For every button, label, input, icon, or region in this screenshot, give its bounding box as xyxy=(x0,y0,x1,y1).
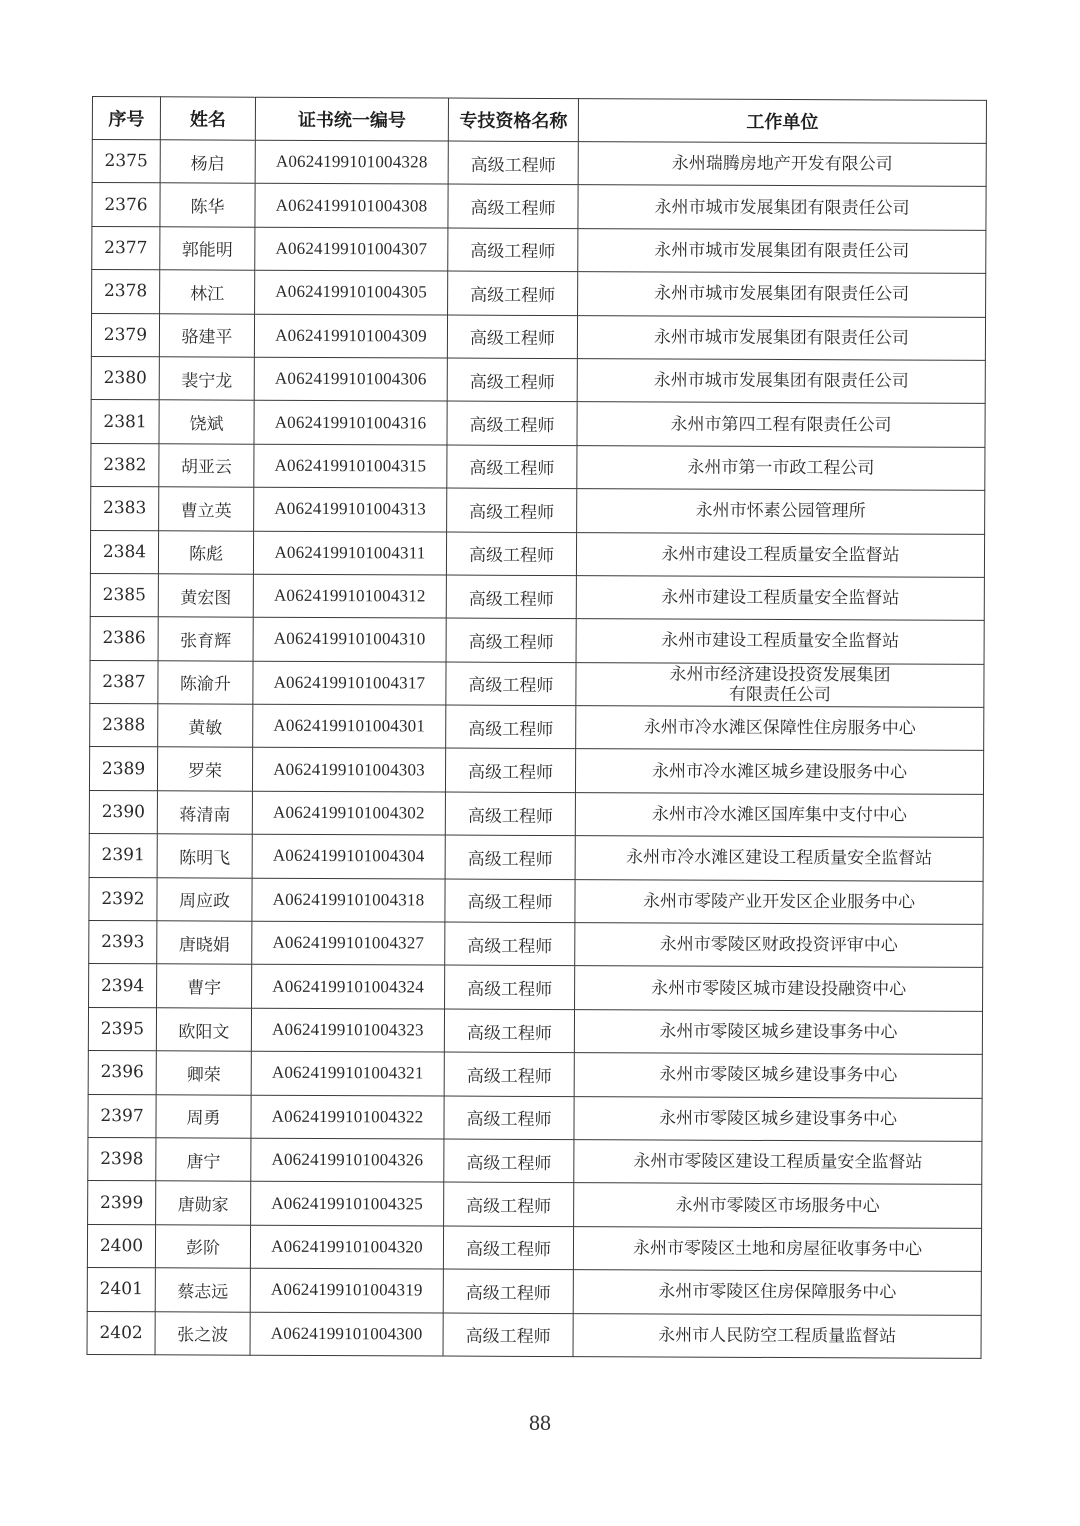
table-row xyxy=(87,1311,981,1358)
cell-name: 张育辉 xyxy=(158,617,253,661)
cell-certificate-id: A0624199101004324 xyxy=(252,965,445,1009)
cell-certificate-id: A0624199101004327 xyxy=(252,921,445,965)
cell-certificate-id: A0624199101004325 xyxy=(251,1182,444,1226)
cell-certificate-id: A0624199101004309 xyxy=(254,314,447,358)
table-row xyxy=(89,921,983,968)
cell-work-unit: 永州市建设工程质量安全监督站 xyxy=(576,532,984,577)
cell-work-unit: 永州市第四工程有限责任公司 xyxy=(577,402,985,447)
table-row xyxy=(90,704,984,751)
cell-serial-number: 2390 xyxy=(89,790,157,834)
table-row xyxy=(89,790,983,837)
cell-certificate-id: A0624199101004302 xyxy=(252,791,445,835)
cell-serial-number: 2381 xyxy=(91,400,159,444)
table-row xyxy=(91,356,985,403)
cell-qualification: 高级工程师 xyxy=(446,618,576,662)
cell-qualification: 高级工程师 xyxy=(446,662,576,706)
cell-qualification: 高级工程师 xyxy=(448,141,578,185)
cell-certificate-id: A0624199101004303 xyxy=(252,748,445,792)
cell-name: 黄宏图 xyxy=(158,574,253,618)
table-header-row xyxy=(92,97,986,144)
cell-qualification: 高级工程师 xyxy=(447,401,577,445)
cell-work-unit: 永州市第一市政工程公司 xyxy=(577,445,985,490)
table-body xyxy=(87,140,986,1359)
cell-certificate-id: A0624199101004320 xyxy=(250,1225,443,1269)
table-row xyxy=(89,747,983,794)
table-row xyxy=(88,1007,982,1054)
table-row xyxy=(88,1137,982,1184)
cell-qualification: 高级工程师 xyxy=(447,488,577,532)
cell-name: 曹立英 xyxy=(159,487,254,531)
table-row xyxy=(90,530,984,577)
cell-name: 罗荣 xyxy=(157,747,252,791)
cell-work-unit: 永州市人民防空工程质量监督站 xyxy=(573,1313,981,1358)
cell-serial-number: 2385 xyxy=(90,573,158,617)
cell-serial-number: 2388 xyxy=(90,704,158,748)
page-number: 88 xyxy=(529,1410,551,1435)
cell-qualification: 高级工程师 xyxy=(444,1139,574,1183)
table-row xyxy=(89,964,983,1011)
cell-serial-number: 2376 xyxy=(92,183,160,227)
cell-name: 欧阳文 xyxy=(156,1008,251,1052)
table-row xyxy=(91,400,985,447)
cell-name: 彭阶 xyxy=(155,1225,250,1269)
cell-name: 黄敏 xyxy=(158,704,253,748)
cell-work-unit: 永州市零陵区城乡建设事务中心 xyxy=(574,1053,982,1098)
cell-qualification: 高级工程师 xyxy=(447,358,577,402)
cell-serial-number: 2397 xyxy=(88,1094,156,1138)
cell-name: 蔡志远 xyxy=(155,1268,250,1312)
cell-name: 陈彪 xyxy=(158,530,253,574)
cell-name: 陈华 xyxy=(160,183,255,227)
cell-work-unit: 永州市城市发展集团有限责任公司 xyxy=(578,185,986,230)
cell-qualification: 高级工程师 xyxy=(448,271,578,315)
cell-serial-number: 2395 xyxy=(88,1007,156,1051)
cell-work-unit: 永州市零陵区城市建设投融资中心 xyxy=(575,966,983,1011)
cell-work-unit: 永州市怀素公园管理所 xyxy=(577,489,985,534)
cell-work-unit: 永州市零陵区城乡建设事务中心 xyxy=(574,1009,982,1054)
cell-serial-number: 2392 xyxy=(89,877,157,921)
cell-qualification: 高级工程师 xyxy=(443,1269,573,1313)
cell-serial-number: 2402 xyxy=(87,1311,155,1355)
cell-qualification: 高级工程师 xyxy=(445,922,575,966)
cell-certificate-id: A0624199101004315 xyxy=(254,444,447,488)
cell-serial-number: 2393 xyxy=(89,921,157,965)
table-row xyxy=(92,140,986,187)
cell-serial-number: 2400 xyxy=(87,1224,155,1268)
cell-work-unit: 永州市城市发展集团有限责任公司 xyxy=(578,272,986,317)
cell-qualification: 高级工程师 xyxy=(443,1226,573,1270)
cell-work-unit: 永州市零陵区住房保障服务中心 xyxy=(573,1270,981,1315)
cell-qualification: 高级工程师 xyxy=(445,749,575,793)
cell-serial-number: 2401 xyxy=(87,1268,155,1312)
cell-name: 裴宁龙 xyxy=(159,357,254,401)
table-row xyxy=(90,660,984,707)
table-row xyxy=(87,1224,981,1271)
cell-serial-number: 2399 xyxy=(88,1181,156,1225)
cell-name: 周勇 xyxy=(156,1094,251,1138)
cell-qualification: 高级工程师 xyxy=(448,228,578,272)
table-row xyxy=(88,1051,982,1098)
header-serial-number: 序号 xyxy=(92,97,160,140)
cell-serial-number: 2391 xyxy=(89,834,157,878)
header-work-unit: 工作单位 xyxy=(578,99,986,144)
cell-work-unit: 永州市城市发展集团有限责任公司 xyxy=(577,315,985,360)
cell-work-unit: 永州市建设工程质量安全监督站 xyxy=(576,576,984,621)
cell-certificate-id: A0624199101004301 xyxy=(253,704,446,748)
cell-name: 卿荣 xyxy=(156,1051,251,1095)
table-row xyxy=(89,877,983,924)
table-row xyxy=(92,270,986,317)
cell-certificate-id: A0624199101004300 xyxy=(250,1312,443,1356)
cell-name: 林江 xyxy=(160,270,255,314)
cell-name: 骆建平 xyxy=(159,313,254,357)
table-row xyxy=(91,487,985,534)
header-certificate-id: 证书统一编号 xyxy=(255,97,448,141)
cell-work-unit: 永州市零陵区土地和房屋征收事务中心 xyxy=(573,1226,981,1271)
cell-name: 唐勋家 xyxy=(156,1181,251,1225)
cell-certificate-id: A0624199101004306 xyxy=(254,357,447,401)
cell-work-unit: 永州市城市发展集团有限责任公司 xyxy=(578,228,986,273)
cell-name: 饶斌 xyxy=(159,400,254,444)
cell-name: 张之波 xyxy=(155,1311,250,1355)
cell-serial-number: 2380 xyxy=(91,356,159,400)
cell-certificate-id: A0624199101004313 xyxy=(254,487,447,531)
table-row xyxy=(89,834,983,881)
cell-qualification: 高级工程师 xyxy=(444,1009,574,1053)
cell-name: 唐宁 xyxy=(156,1138,251,1182)
cell-serial-number: 2384 xyxy=(90,530,158,574)
table-row xyxy=(88,1094,982,1141)
cell-qualification: 高级工程师 xyxy=(446,532,576,576)
cell-certificate-id: A0624199101004322 xyxy=(251,1095,444,1139)
table-row xyxy=(92,183,986,230)
cell-certificate-id: A0624199101004316 xyxy=(254,401,447,445)
cell-work-unit: 永州市城市发展集团有限责任公司 xyxy=(577,359,985,404)
cell-qualification: 高级工程师 xyxy=(445,879,575,923)
cell-serial-number: 2396 xyxy=(88,1051,156,1095)
cell-serial-number: 2378 xyxy=(92,270,160,314)
cell-work-unit: 永州市零陵区财政投资评审中心 xyxy=(575,923,983,968)
cell-name: 唐晓娟 xyxy=(157,921,252,965)
cell-name: 周应政 xyxy=(157,877,252,921)
cell-qualification: 高级工程师 xyxy=(448,184,578,228)
cell-serial-number: 2375 xyxy=(92,140,160,184)
cell-qualification: 高级工程师 xyxy=(444,1182,574,1226)
cell-certificate-id: A0624199101004310 xyxy=(253,618,446,662)
cell-work-unit: 永州市建设工程质量安全监督站 xyxy=(576,619,984,664)
cell-qualification: 高级工程师 xyxy=(446,575,576,619)
cell-certificate-id: A0624199101004304 xyxy=(252,834,445,878)
cell-serial-number: 2394 xyxy=(89,964,157,1008)
cell-name: 曹宇 xyxy=(157,964,252,1008)
cell-name: 陈明飞 xyxy=(157,834,252,878)
cell-qualification: 高级工程师 xyxy=(447,315,577,359)
cell-certificate-id: A0624199101004317 xyxy=(253,661,446,705)
roster-table xyxy=(87,96,987,1359)
table-row xyxy=(91,443,985,490)
cell-qualification: 高级工程师 xyxy=(443,1313,573,1357)
cell-certificate-id: A0624199101004328 xyxy=(255,140,448,184)
cell-serial-number: 2383 xyxy=(91,487,159,531)
cell-work-unit: 永州瑞腾房地产开发有限公司 xyxy=(578,142,986,187)
cell-qualification: 高级工程师 xyxy=(445,792,575,836)
cell-work-unit: 永州市零陵区市场服务中心 xyxy=(574,1183,982,1228)
cell-qualification: 高级工程师 xyxy=(447,445,577,489)
cell-serial-number: 2387 xyxy=(90,660,158,704)
cell-serial-number: 2398 xyxy=(88,1137,156,1181)
table-row xyxy=(88,1181,982,1228)
cell-work-unit: 永州市冷水滩区建设工程质量安全监督站 xyxy=(575,836,983,881)
cell-certificate-id: A0624199101004311 xyxy=(253,531,446,575)
cell-certificate-id: A0624199101004326 xyxy=(251,1138,444,1182)
cell-serial-number: 2379 xyxy=(91,313,159,357)
cell-serial-number: 2386 xyxy=(90,617,158,661)
cell-serial-number: 2377 xyxy=(92,226,160,270)
header-name: 姓名 xyxy=(160,97,255,140)
cell-certificate-id: A0624199101004307 xyxy=(255,227,448,271)
table-row xyxy=(90,573,984,620)
cell-work-unit: 永州市零陵产业开发区企业服务中心 xyxy=(575,879,983,924)
cell-work-unit: 永州市经济建设投资发展集团 有限责任公司 xyxy=(576,662,984,707)
table-row xyxy=(91,313,985,360)
cell-work-unit: 永州市冷水滩区保障性住房服务中心 xyxy=(576,706,984,751)
cell-name: 杨启 xyxy=(160,140,255,184)
cell-name: 陈渝升 xyxy=(158,660,253,704)
cell-serial-number: 2389 xyxy=(89,747,157,791)
cell-work-unit: 永州市零陵区建设工程质量安全监督站 xyxy=(574,1140,982,1185)
cell-certificate-id: A0624199101004323 xyxy=(251,1008,444,1052)
cell-work-unit: 永州市零陵区城乡建设事务中心 xyxy=(574,1096,982,1141)
cell-qualification: 高级工程师 xyxy=(445,965,575,1009)
cell-name: 郭能明 xyxy=(160,227,255,271)
cell-work-unit: 永州市冷水滩区国库集中支付中心 xyxy=(575,792,983,837)
cell-certificate-id: A0624199101004318 xyxy=(252,878,445,922)
cell-qualification: 高级工程师 xyxy=(444,1096,574,1140)
cell-serial-number: 2382 xyxy=(91,443,159,487)
cell-qualification: 高级工程师 xyxy=(444,1052,574,1096)
cell-certificate-id: A0624199101004312 xyxy=(253,574,446,618)
cell-certificate-id: A0624199101004319 xyxy=(250,1268,443,1312)
table-row xyxy=(87,1268,981,1315)
cell-qualification: 高级工程师 xyxy=(445,835,575,879)
cell-qualification: 高级工程师 xyxy=(446,705,576,749)
cell-certificate-id: A0624199101004321 xyxy=(251,1051,444,1095)
cell-name: 胡亚云 xyxy=(159,444,254,488)
header-qualification: 专技资格名称 xyxy=(448,98,578,142)
cell-certificate-id: A0624199101004305 xyxy=(255,270,448,314)
table-row xyxy=(92,226,986,273)
cell-work-unit: 永州市冷水滩区城乡建设服务中心 xyxy=(575,749,983,794)
cell-name: 蒋清南 xyxy=(157,791,252,835)
table-row xyxy=(90,617,984,664)
cell-certificate-id: A0624199101004308 xyxy=(255,184,448,228)
